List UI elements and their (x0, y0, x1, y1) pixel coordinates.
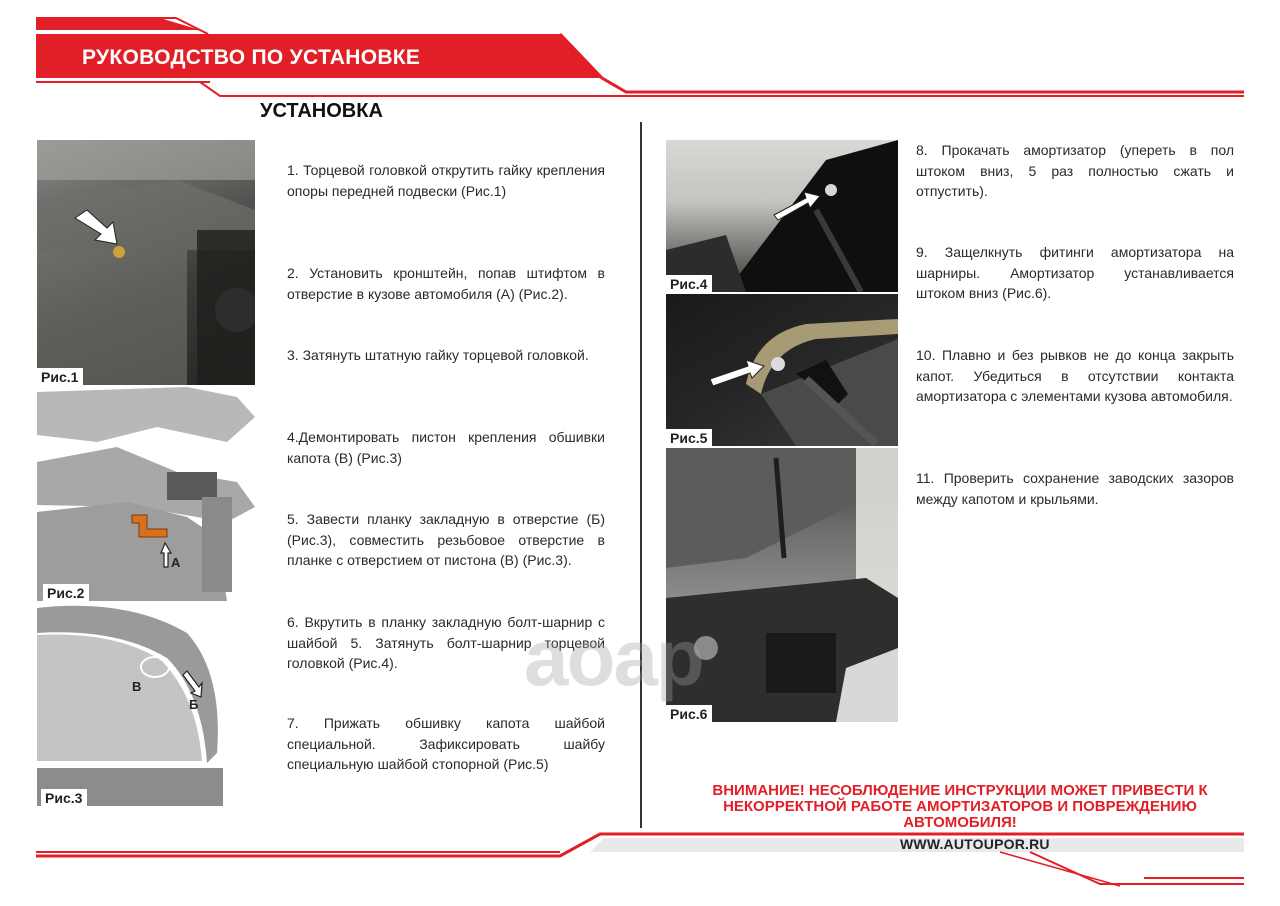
document-title: РУКОВОДСТВО ПО УСТАНОВКЕ (82, 46, 421, 69)
step-8: 8. Прокачать амортизатор (упереть в пол штоком вниз, 5 раз полностью сжать и отпустить). (916, 142, 1234, 199)
figure-3-scan (37, 603, 223, 806)
step-5: 5. Завести планку закладную в отверстие (Б) (Рис.3), совместить резьбовое отверстие в планке с отверстием от пистона (В) (Рис.3). (287, 511, 605, 568)
marker-a: А (171, 555, 181, 570)
figure-5-drawing (666, 294, 898, 446)
figure-2-label: Рис.2 (43, 584, 89, 601)
warning-line-3: АВТОМОБИЛЯ! (903, 814, 1017, 831)
figure-1-photo (37, 140, 255, 385)
marker-b: Б (189, 697, 199, 712)
step-10: 10. Плавно и без рывков не до конца закрыть капот. Убедиться в отсутствии контакта амортизатора с элементами кузова автомобиля. (916, 347, 1234, 404)
step-3: 3. Затянуть штатную гайку торцевой головкой. (287, 347, 589, 363)
figure-2-scan (37, 387, 255, 601)
figure-6-label: Рис.6 (666, 705, 712, 722)
step-6: 6. Вкрутить в планку закладную болт-шарнир с шайбой 5. Затянуть болт-шарнир торцевой головкой (Рис.4). (287, 614, 605, 671)
step-11: 11. Проверить сохранение заводских зазоров между капотом и крыльями. (916, 470, 1234, 507)
marker-v: В (132, 679, 142, 694)
step-4: 4.Демонтировать пистон крепления обшивки капота (В) (Рис.3) (287, 429, 605, 466)
figure-4-label: Рис.4 (666, 275, 712, 292)
figure-1-drawing (37, 140, 255, 385)
figure-2-drawing (37, 387, 255, 601)
figure-5-photo (666, 294, 898, 446)
footer-banner (0, 820, 1280, 900)
section-title: УСТАНОВКА (260, 100, 383, 122)
figure-5-label: Рис.5 (666, 429, 712, 446)
step-2: 2. Установить кронштейн, попав штифтом в отверстие в кузове автомобиля (А) (Рис.2). (287, 265, 605, 302)
figure-3-drawing (37, 603, 223, 806)
step-1: 1. Торцевой головкой открутить гайку крепления опоры передней подвески (Рис.1) (287, 162, 605, 199)
warning-line-2: НЕКОРРЕКТНОЙ РАБОТЕ АМОРТИЗАТОРОВ И ПОВРЕЖДЕНИЮ (723, 798, 1197, 815)
warning-line-1: ВНИМАНИЕ! НЕСОБЛЮДЕНИЕ ИНСТРУКЦИИ МОЖЕТ ПРИВЕСТИ К (712, 782, 1208, 799)
figure-3-label: Рис.3 (41, 789, 87, 806)
figure-1-label: Рис.1 (37, 368, 83, 385)
column-divider (640, 122, 642, 828)
figure-4-drawing (666, 140, 898, 292)
step-7: 7. Прижать обшивку капота шайбой специальной. Зафиксировать шайбу специальную шайбой стопорной (Рис.5) (287, 715, 605, 772)
watermark-logo: aoap (524, 613, 703, 702)
step-9: 9. Защелкнуть фитинги амортизатора на шарниры. Амортизатор устанавливается штоком вниз (Рис.6). (916, 244, 1234, 301)
figure-4-photo (666, 140, 898, 292)
website-link[interactable]: WWW.AUTOUPOR.RU (900, 836, 1050, 852)
